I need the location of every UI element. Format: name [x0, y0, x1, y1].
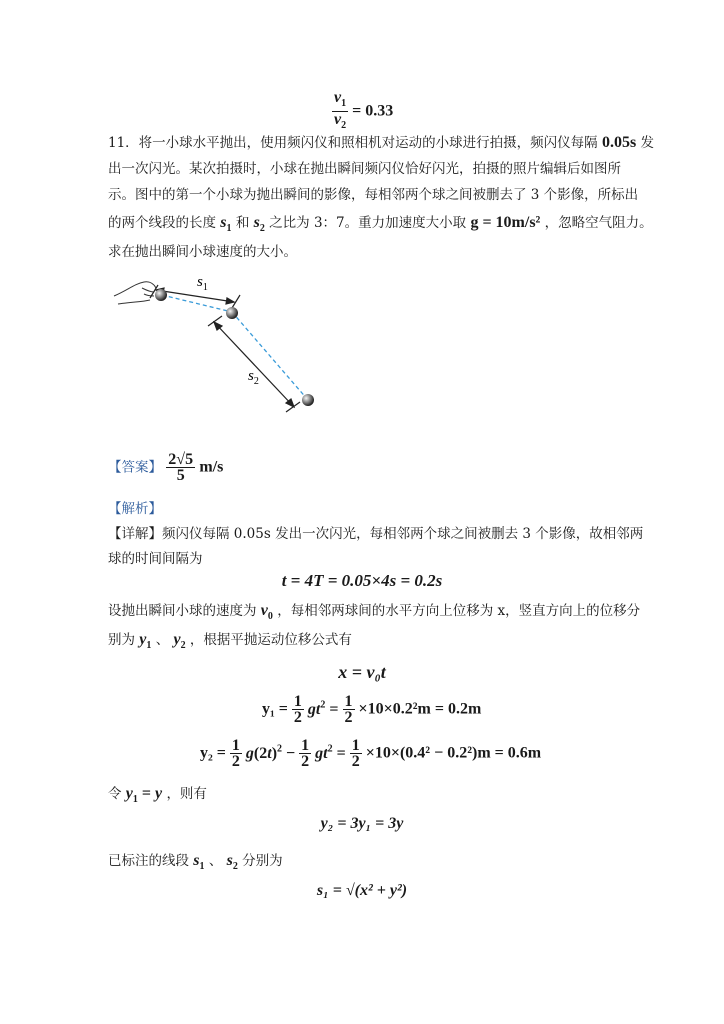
detail-line-6: 已标注的线段 $s_1$ 、 $s_2$ 分别为	[108, 852, 283, 873]
detail-line-1: 【详解】频闪仪每隔 0.05s 发出一次闪光，每相邻两个球之间被删去 3 个影像，故相邻两	[108, 526, 644, 542]
eq-y2y: y₂ = 3y₁ = 3y	[320, 815, 404, 832]
projectile-figure	[110, 268, 330, 418]
answer-tag: 【答案】	[108, 459, 162, 476]
question-line-5: 求在抛出瞬间小球速度的大小。	[108, 244, 297, 260]
analysis-tag: 【解析】	[108, 501, 162, 517]
answer-fraction: $\frac{2√5}{5}$	[168, 451, 194, 484]
trajectory-dash-2	[232, 312, 308, 400]
eq-x: x = v₀t	[338, 662, 386, 682]
ball-2	[226, 307, 238, 319]
eq-s1: s₁ = √(x² + y²)	[316, 882, 408, 899]
question-line-1: 11．将一小球水平抛出，使用频闪仪和照相机对运动的小球进行拍摄，频闪仪每隔 0.05s 发	[108, 134, 655, 151]
ball-3	[302, 394, 314, 406]
eq-t: t = 4T = 0.05×4s = 0.2s	[281, 571, 443, 590]
s2-label: $s_2$	[248, 368, 259, 387]
answer-unit: m/s	[199, 458, 224, 476]
ball-1	[155, 289, 167, 301]
s2-arrow	[208, 316, 300, 412]
eq-y2: y₂ = $\frac{1}{2}$ $g(2t)^2$ − $\frac{1}{2}$ $gt^2$ = $\frac{1}{2}$ ×10×(0.4² − 0.2²)m = 0.6m	[200, 737, 542, 770]
hand-icon	[114, 282, 156, 304]
detail-line-3: 设抛出瞬间小球的速度为 $v_0$ ，每相邻两球间的水平方向上位移为 x，竖直方向上的位移分	[108, 602, 641, 623]
trajectory-dash-1	[162, 295, 232, 312]
detail-line-4: 别为 $y_1$ 、 $y_2$ ，根据平抛运动位移公式有	[108, 631, 352, 652]
detail-line-2: 球的时间间隔为	[108, 551, 203, 567]
answer-block	[108, 452, 223, 483]
question-line-3: 示。图中的第一个小球为抛出瞬间的影像，每相邻两个球之间被删去了 3 个影像，所标出	[108, 187, 639, 203]
question-line-2: 出一次闪光。某次拍摄时，小球在抛出瞬间频闪仪恰好闪光，拍摄的照片编辑后如图所	[108, 161, 621, 177]
s1-label: $s_1$	[197, 274, 208, 293]
question-line-4: 的两个线段的长度 $s_1$ 和 $s_2$ 之比为 3：7。重力加速度大小取 g = 10m/s² ，忽略空气阻力。	[108, 214, 653, 235]
top-formula: $\frac{v_1}{v_2}$ = 0.33	[334, 89, 394, 132]
eq-y1: y₁ = $\frac{1}{2}$ $gt^2$ = $\frac{1}{2}$ ×10×0.2²m = 0.2m	[262, 693, 482, 726]
detail-line-5: 令 $y_1 = y$ ，则有	[108, 785, 207, 806]
